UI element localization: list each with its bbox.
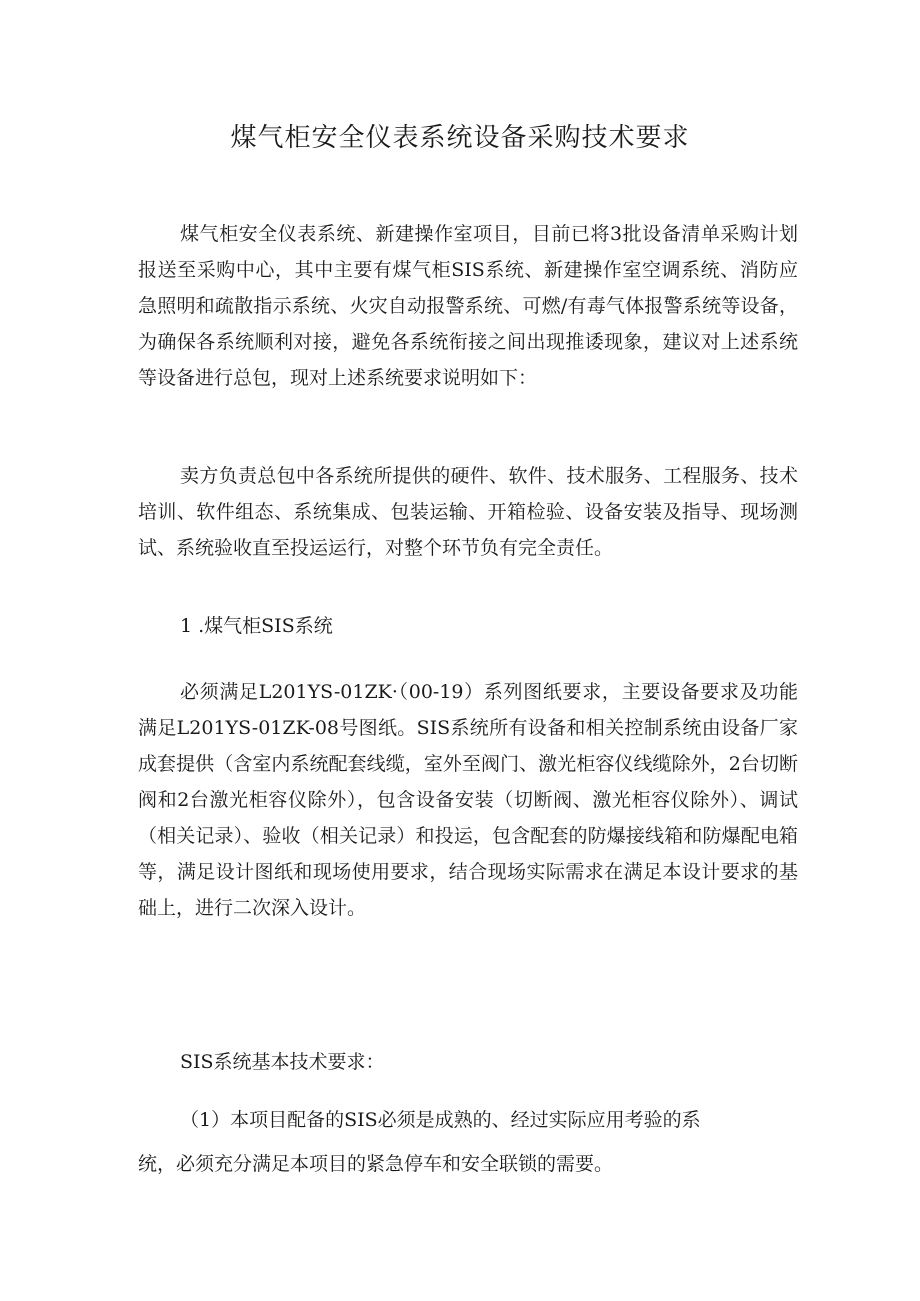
requirement-item-1-line-2: 统，必须充分满足本项目的紧急停车和安全联锁的需要。 xyxy=(138,1153,614,1175)
requirement-item-1-line-1: （1）本项目配备的SIS必须是成熟的、经过实际应用考验的系 xyxy=(180,1109,701,1131)
section-1-paragraph: 必须满足L201YS-01ZK·（00-19）系列图纸要求，主要设备要求及功能满足L201YS-01ZK-08号图纸。SIS系统所有设备和相关控制系统由设备厂家成套提供（含室内系统配套线缆，室外至阀门、激光柜容仪线缆除外，2台切断阀和2台激光柜容仪除外），包含设备安装（切断阀、激光柜容仪除外）、调试（相关记录）、验收（相关记录）和投运，包含配套的防爆接线箱和防爆配电箱等，满足设计图纸和现场使用要求，结合现场实际需求在满足本设计要求的基础上，进行二次深入设计。 xyxy=(138,681,798,919)
sis-requirements-subheading: SIS系统基本技术要求： xyxy=(180,1051,385,1073)
responsibility-paragraph: 卖方负责总包中各系统所提供的硬件、软件、技术服务、工程服务、技术培训、软件组态、系统集成、包装运输、开箱检验、设备安装及指导、现场测试、系统验收直至投运运行，对整个环节负有完全责任。 xyxy=(138,465,798,559)
document-title: 煤气柜安全仪表系统设备采购技术要求 xyxy=(230,123,690,153)
intro-paragraph: 煤气柜安全仪表系统、新建操作室项目，目前已将3批设备清单采购计划报送至采购中心，其中主要有煤气柜SIS系统、新建操作室空调系统、消防应急照明和疏散指示系统、火灾自动报警系统、可燃/有毒气体报警系统等设备，为确保各系统顺利对接，避免各系统衔接之间出现推诿现象，建议对上述系统等设备进行总包，现对上述系统要求说明如下： xyxy=(138,223,798,389)
section-1-heading: 1 .煤气柜SIS系统 xyxy=(180,615,333,637)
